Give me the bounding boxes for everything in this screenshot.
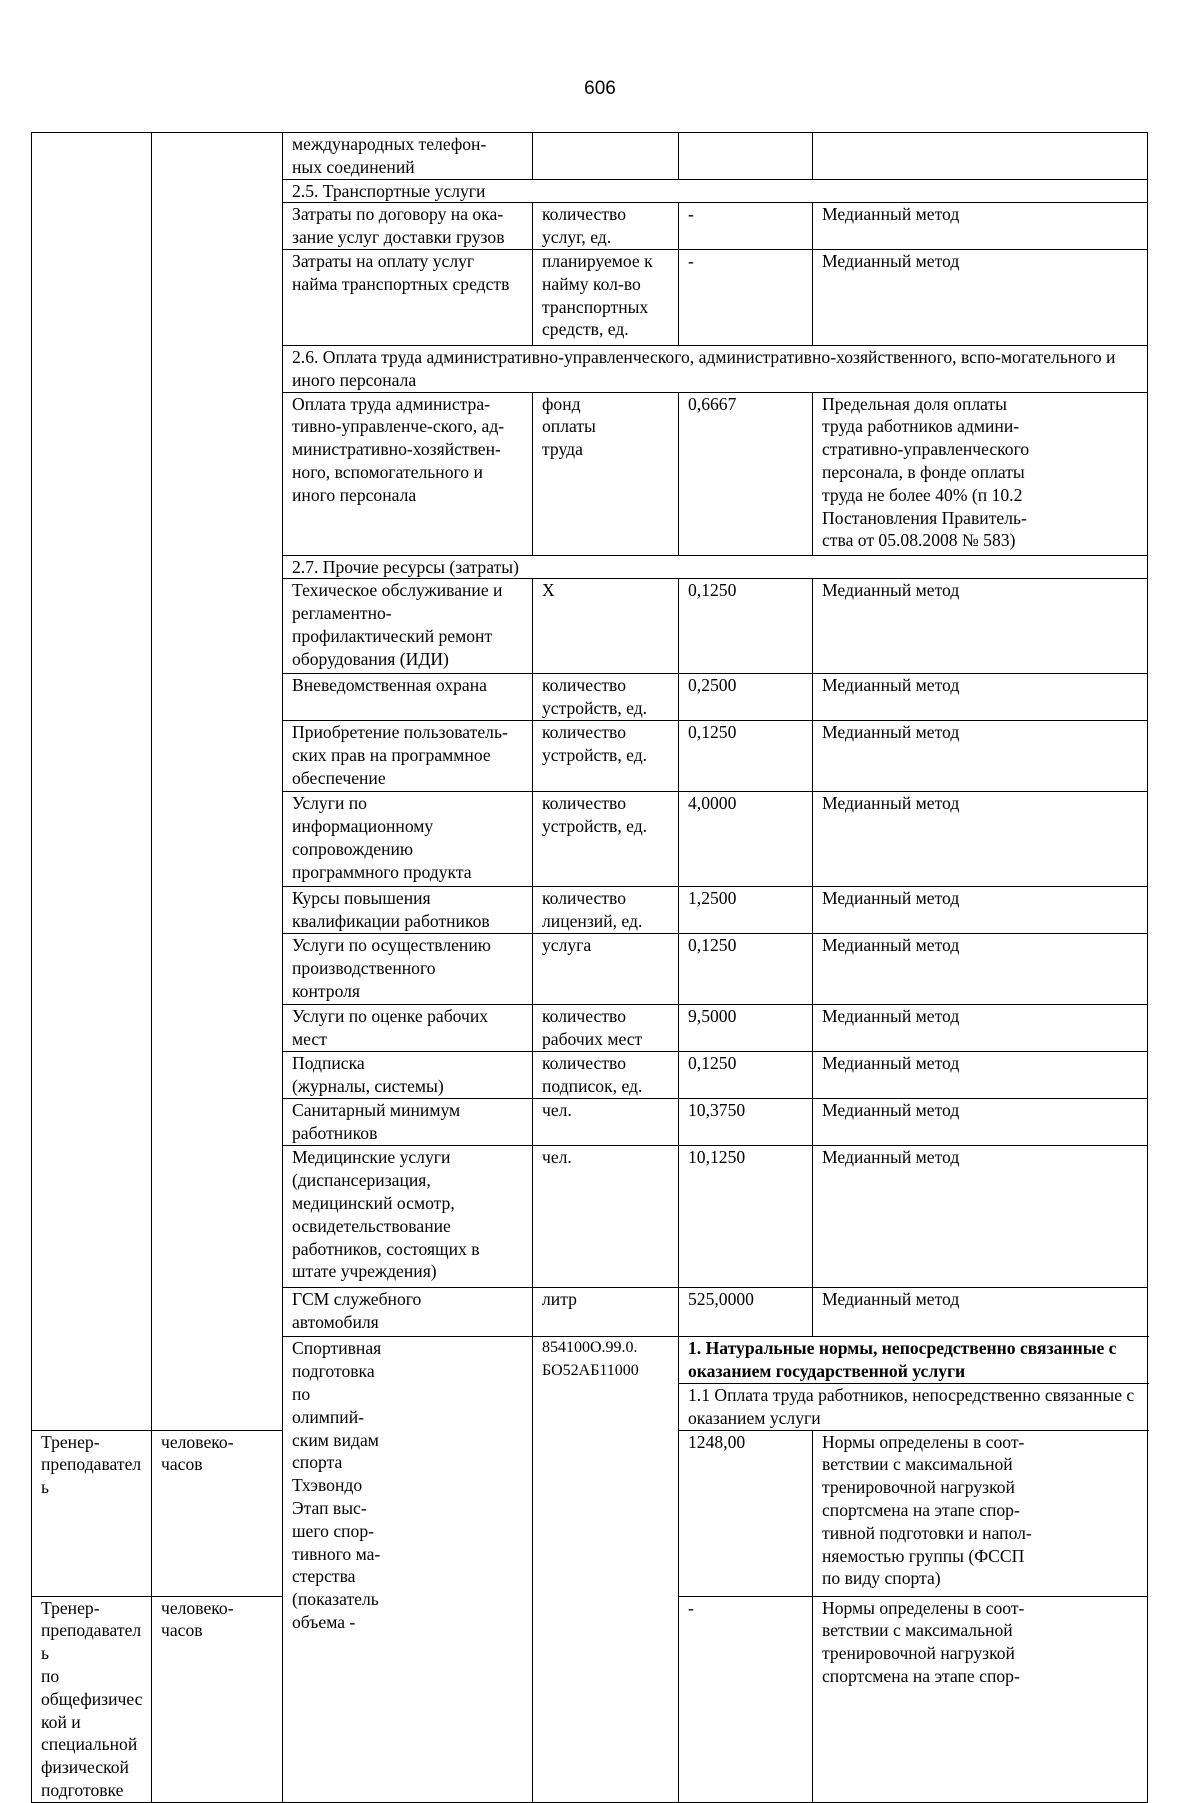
resource-name: Услуги по оценке рабочих мест — [283, 1005, 533, 1052]
resource-method: Медианный метод — [813, 1052, 1148, 1099]
resource-value: 4,0000 — [679, 792, 813, 887]
resource-name: Затраты по договору на ока- зание услуг доставки грузов — [283, 203, 533, 250]
resource-unit: количество устройств, ед. — [533, 792, 679, 887]
resource-name: международных телефон- ных соединений — [283, 133, 533, 180]
service-code-cell: 854100О.99.0. БО52АБ11000 — [533, 1337, 679, 1802]
resource-value — [679, 133, 813, 180]
section-heading-1: 1. Натуральные нормы, непосредственно связанные с оказанием государственной услуги — [679, 1337, 1148, 1384]
resource-name: Услуги по информационному сопровождению программного продукта — [283, 792, 533, 887]
resource-value: 1,2500 — [679, 887, 813, 934]
resource-value: 0,1250 — [679, 1052, 813, 1099]
resource-unit: услуга — [533, 934, 679, 1005]
resource-value: 525,0000 — [679, 1288, 813, 1337]
resource-method: Предельная доля оплаты труда работников админи- стративно-управленческого персонала, в фонде оплаты труда не более 40% (п 10.2 Постановления Правитель- ства от 05.08.2008 № 583) — [813, 392, 1148, 555]
resource-unit: количество услуг, ед. — [533, 203, 679, 250]
resource-method: Медианный метод — [813, 1005, 1148, 1052]
resource-method: Нормы определены в соот- ветствии с максимальной тренировочной нагрузкой спортсмена на этапе спор- тивной подготовки и напол- няемостью группы (ФССП по виду спорта) — [813, 1430, 1148, 1596]
resource-method: Медианный метод — [813, 1288, 1148, 1337]
service-name-cell: Спортивная подготовка по олимпий- ским видам спорта Тхэвондо Этап выс- шего спор- тивного ма- стерства (показатель объема - — [283, 1337, 533, 1802]
page-number: 606 — [584, 78, 616, 99]
resource-name: Оплата труда администра- тивно-управленче-ского, ад- министративно-хозяйствен- ного, вспомогательного и иного персонала — [283, 392, 533, 555]
service-name-cell-prev — [32, 133, 152, 1431]
resource-unit: количество устройств, ед. — [533, 674, 679, 721]
resource-method: Медианный метод — [813, 792, 1148, 887]
resource-method: Нормы определены в соот- ветствии с максимальной тренировочной нагрузкой спортсмена на этапе спор- — [813, 1596, 1148, 1802]
resource-method: Медианный метод — [813, 1099, 1148, 1146]
resource-method: Медианный метод — [813, 579, 1148, 674]
resource-value: 9,5000 — [679, 1005, 813, 1052]
resource-value: 0,6667 — [679, 392, 813, 555]
resource-unit: количество устройств, ед. — [533, 721, 679, 792]
resource-name: Тренер-преподаватель — [32, 1430, 152, 1596]
resource-name: Техическое обслуживание и регламентно- профилактический ремонт оборудования (ИДИ) — [283, 579, 533, 674]
resource-name: Затраты на оплату услуг найма транспортных средств — [283, 249, 533, 345]
resource-unit: количество подписок, ед. — [533, 1052, 679, 1099]
resource-value: 0,1250 — [679, 579, 813, 674]
service-code-cell-prev — [152, 133, 283, 1431]
section-heading-2-5: 2.5. Транспортные услуги — [283, 179, 1148, 203]
resource-value: 0,2500 — [679, 674, 813, 721]
resource-name: Приобретение пользователь- ских прав на программное обеспечение — [283, 721, 533, 792]
resource-unit: Х — [533, 579, 679, 674]
resource-value: 10,3750 — [679, 1099, 813, 1146]
resource-name: Вневедомственная охрана — [283, 674, 533, 721]
resource-name: Услуги по осуществлению производственного контроля — [283, 934, 533, 1005]
resource-unit: количество лицензий, ед. — [533, 887, 679, 934]
resource-unit: фонд оплаты труда — [533, 392, 679, 555]
subsection-heading-1-1: 1.1 Оплата труда работников, непосредственно связанные с оказанием услуги — [679, 1383, 1148, 1430]
resource-method: Медианный метод — [813, 721, 1148, 792]
resource-method — [813, 133, 1148, 180]
norms-table — [31, 132, 1148, 1803]
resource-unit: литр — [533, 1288, 679, 1337]
resource-value: - — [679, 203, 813, 250]
table-row — [32, 133, 1148, 180]
resource-method: Медианный метод — [813, 203, 1148, 250]
resource-name: Курсы повышения квалификации работников — [283, 887, 533, 934]
resource-name: Медицинские услуги (диспансеризация, медицинский осмотр, освидетельствование работников, состоящих в штате учреждения) — [283, 1146, 533, 1288]
resource-name: Санитарный минимум работников — [283, 1099, 533, 1146]
resource-value: - — [679, 249, 813, 345]
resource-unit — [533, 133, 679, 180]
resource-unit: чел. — [533, 1146, 679, 1288]
resource-value: 10,1250 — [679, 1146, 813, 1288]
resource-value: 0,1250 — [679, 934, 813, 1005]
resource-method: Медианный метод — [813, 249, 1148, 345]
resource-unit: человеко-часов — [152, 1430, 283, 1596]
resource-unit: планируемое к найму кол-во транспортных средств, ед. — [533, 249, 679, 345]
section-heading-2-7: 2.7. Прочие ресурсы (затраты) — [283, 555, 1148, 579]
resource-method: Медианный метод — [813, 1146, 1148, 1288]
resource-method: Медианный метод — [813, 674, 1148, 721]
resource-name: Подписка (журналы, системы) — [283, 1052, 533, 1099]
resource-name: Тренер-преподаватель по общефизической и специальной физической подготовке — [32, 1596, 152, 1802]
resource-unit: количество рабочих мест — [533, 1005, 679, 1052]
resource-unit: чел. — [533, 1099, 679, 1146]
resource-value: 1248,00 — [679, 1430, 813, 1596]
resource-unit: человеко-часов — [152, 1596, 283, 1802]
section-heading-2-6: 2.6. Оплата труда административно-управленческого, административно-хозяйственного, вспо-могательного и иного персонала — [283, 345, 1148, 392]
resource-name: ГСМ служебного автомобиля — [283, 1288, 533, 1337]
resource-value: - — [679, 1596, 813, 1802]
resource-method: Медианный метод — [813, 887, 1148, 934]
resource-value: 0,1250 — [679, 721, 813, 792]
resource-method: Медианный метод — [813, 934, 1148, 1005]
